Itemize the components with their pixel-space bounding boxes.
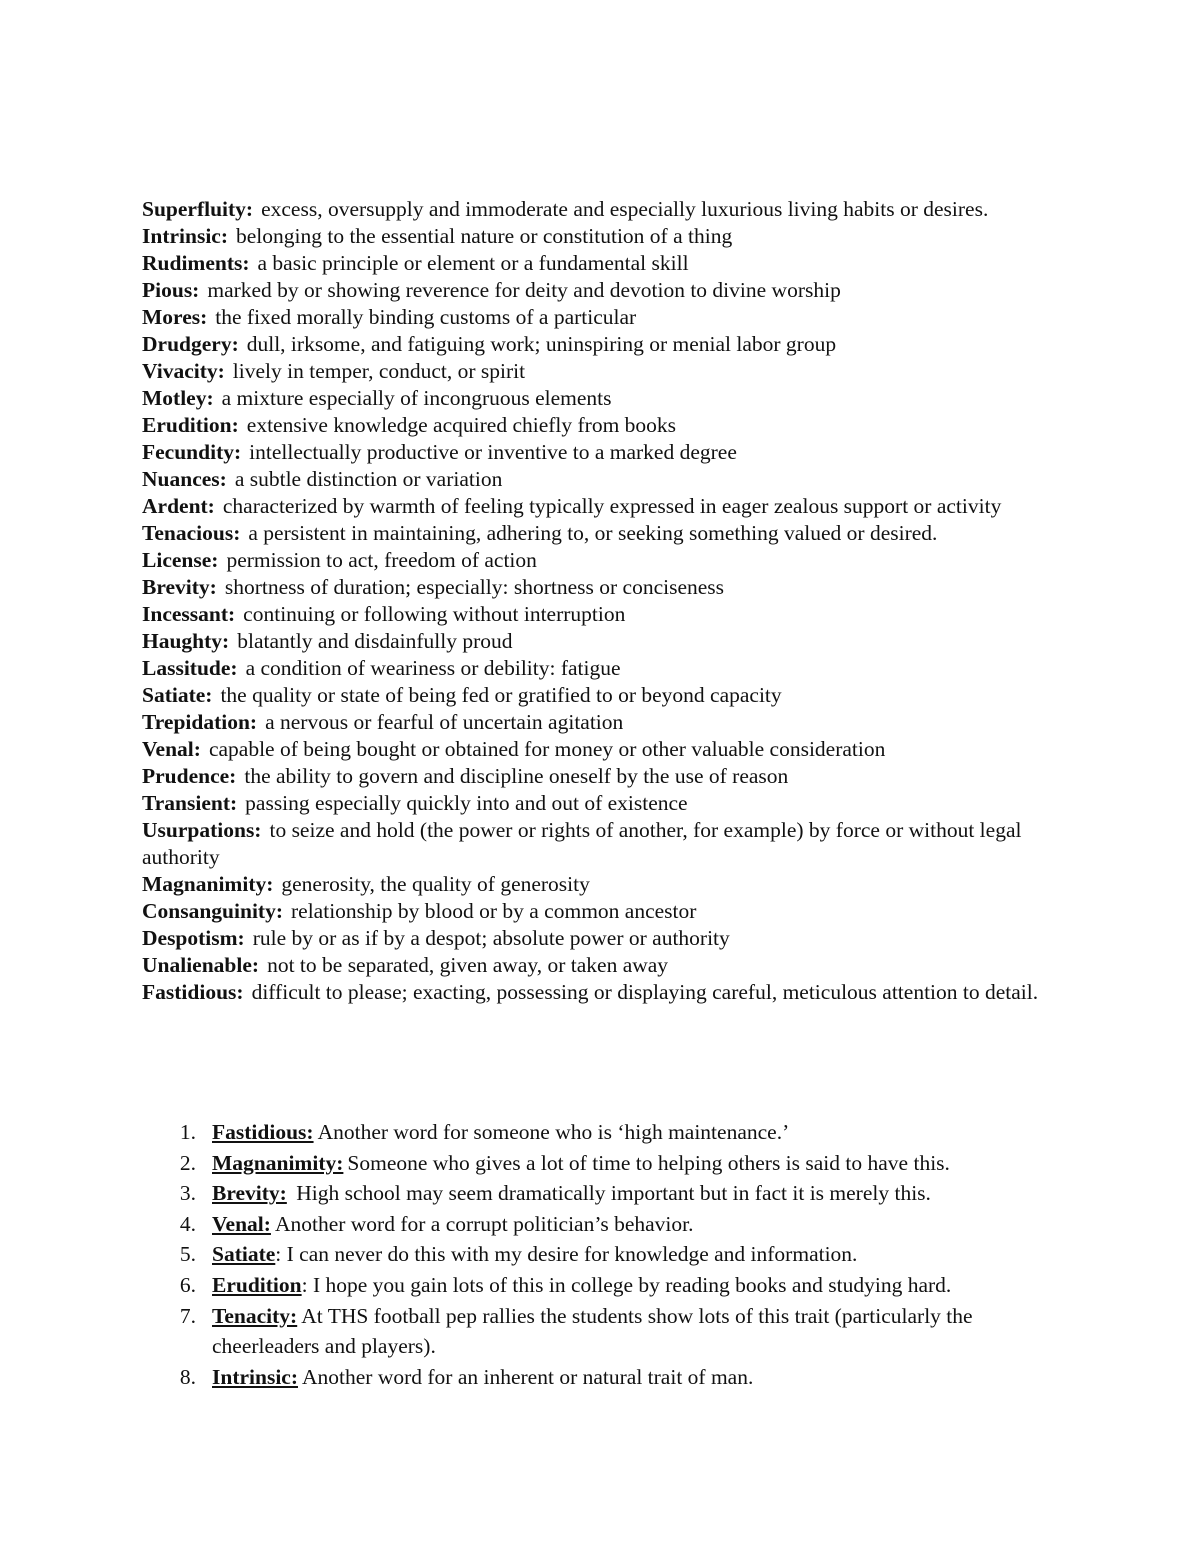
item-number: 5. — [179, 1242, 196, 1267]
definition-text: difficult to please; exacting, possessing or displaying careful, meticulous attention to detail. — [251, 980, 1039, 1004]
definition-term: Intrinsic: — [142, 224, 228, 248]
definition-text: extensive knowledge acquired chiefly from books — [246, 413, 677, 437]
definition-term: Rudiments: — [142, 251, 250, 275]
definition-text: shortness of duration; especially: shortness or conciseness — [224, 575, 725, 599]
definition-entry — [142, 385, 1062, 412]
definition-entry — [142, 655, 1062, 682]
exercise-text: : I hope you gain lots of this in college by reading books and studying hard. — [301, 1272, 952, 1297]
definition-entry — [142, 196, 1062, 223]
exercise-item — [142, 1178, 1062, 1209]
definition-term: Venal: — [142, 737, 201, 761]
definition-term: Drudgery: — [142, 332, 239, 356]
definition-text: a nervous or fearful of uncertain agitation — [265, 710, 624, 734]
definition-entry — [142, 817, 1062, 871]
definition-text: dull, irksome, and fatiguing work; uninspiring or menial labor group — [246, 332, 837, 356]
definition-text: a mixture especially of incongruous elements — [221, 386, 612, 410]
exercise-term: Venal: — [212, 1211, 271, 1236]
definition-text: marked by or showing reverence for deity and devotion to divine worship — [207, 278, 841, 302]
definition-term: Vivacity: — [142, 359, 225, 383]
definition-text: continuing or following without interruption — [243, 602, 626, 626]
exercise-term: Intrinsic: — [212, 1364, 298, 1389]
exercise-term: Erudition — [212, 1272, 302, 1297]
exercise-item — [142, 1362, 1062, 1393]
definition-term: Incessant: — [142, 602, 236, 626]
definition-text: generosity, the quality of generosity — [281, 872, 590, 896]
item-number: 7. — [179, 1303, 196, 1328]
vocabulary-exercises — [142, 1117, 1062, 1392]
definition-text: a basic principle or element or a fundamental skill — [257, 251, 689, 275]
definition-entry — [142, 304, 1062, 331]
vocabulary-definitions — [142, 196, 1062, 1006]
definition-entry — [142, 331, 1062, 358]
exercise-item — [142, 1239, 1062, 1270]
item-number: 2. — [179, 1150, 196, 1175]
exercise-item — [142, 1148, 1062, 1179]
definition-term: Fecundity: — [142, 440, 242, 464]
exercise-text: Someone who gives a lot of time to helping others is said to have this. — [347, 1150, 950, 1175]
definition-term: Magnanimity: — [142, 872, 274, 896]
definition-entry — [142, 763, 1062, 790]
definition-term: Transient: — [142, 791, 238, 815]
definition-entry — [142, 952, 1062, 979]
exercise-text: Another word for someone who is ‘high maintenance.’ — [317, 1120, 790, 1144]
definition-entry — [142, 925, 1062, 952]
definition-text: intellectually productive or inventive to a marked degree — [249, 440, 737, 464]
item-number: 4. — [179, 1211, 196, 1236]
definition-text: the quality or state of being fed or gratified to or beyond capacity — [220, 683, 782, 707]
exercise-text: At THS football pep rallies the students show lots of this trait (particularly the cheerleaders and players). — [212, 1303, 973, 1359]
definition-term: Despotism: — [142, 926, 245, 950]
definition-term: Superfluity: — [142, 197, 254, 221]
definition-text: a persistent in maintaining, adhering to, or seeking something valued or desired. — [248, 521, 938, 545]
definition-entry — [142, 547, 1062, 574]
exercise-text: Another word for a corrupt politician’s behavior. — [274, 1211, 694, 1236]
definition-term: Consanguinity: — [142, 899, 283, 923]
definition-term: Prudence: — [142, 764, 237, 788]
exercise-item — [142, 1209, 1062, 1240]
item-number: 6. — [179, 1272, 196, 1297]
exercise-text: : I can never do this with my desire for knowledge and information. — [275, 1242, 858, 1267]
definition-term: Mores: — [142, 305, 208, 329]
definition-entry — [142, 682, 1062, 709]
definition-text: passing especially quickly into and out of existence — [245, 791, 688, 815]
definition-entry — [142, 871, 1062, 898]
exercise-term: Brevity: — [212, 1181, 287, 1206]
exercise-item — [142, 1301, 1062, 1362]
definition-text: the ability to govern and discipline oneself by the use of reason — [244, 764, 789, 788]
definition-text: capable of being bought or obtained for money or other valuable consideration — [208, 737, 886, 761]
definition-term: Unalienable: — [142, 953, 260, 977]
item-number: 1. — [179, 1120, 196, 1144]
definition-term: Brevity: — [142, 575, 217, 599]
definition-term: Lassitude: — [142, 656, 238, 680]
definition-term: Erudition: — [142, 413, 239, 437]
item-number: 8. — [179, 1364, 196, 1389]
definition-entry — [142, 277, 1062, 304]
definition-term: Pious: — [142, 278, 200, 302]
exercise-text: High school may seem dramatically important but in fact it is merely this. — [290, 1181, 931, 1206]
definition-entry — [142, 601, 1062, 628]
definition-term: Tenacious: — [142, 521, 241, 545]
definition-term: Satiate: — [142, 683, 213, 707]
definition-term: Haughty: — [142, 629, 230, 653]
definition-text: rule by or as if by a despot; absolute power or authority — [252, 926, 730, 950]
definition-term: Ardent: — [142, 494, 215, 518]
definition-term: Nuances: — [142, 467, 227, 491]
definition-term: Trepidation: — [142, 710, 258, 734]
definition-entry — [142, 493, 1062, 520]
definition-entry — [142, 412, 1062, 439]
definition-text: not to be separated, given away, or taken away — [267, 953, 669, 977]
definition-term: Usurpations: — [142, 818, 262, 842]
exercise-term: Satiate — [212, 1242, 276, 1267]
exercise-item — [142, 1117, 1062, 1148]
definition-entry — [142, 709, 1062, 736]
exercise-text: Another word for an inherent or natural trait of man. — [302, 1364, 754, 1389]
definition-entry — [142, 790, 1062, 817]
definition-entry — [142, 898, 1062, 925]
definition-entry — [142, 223, 1062, 250]
definition-term: Fastidious: — [142, 980, 244, 1004]
exercise-term: Fastidious: — [212, 1120, 314, 1144]
definition-term: License: — [142, 548, 219, 572]
definition-text: the fixed morally binding customs of a particular — [215, 305, 637, 329]
definition-text: belonging to the essential nature or constitution of a thing — [236, 224, 733, 248]
definition-text: relationship by blood or by a common ancestor — [291, 899, 697, 923]
definition-entry — [142, 574, 1062, 601]
exercise-term: Tenacity: — [212, 1303, 298, 1328]
definition-entry — [142, 439, 1062, 466]
definition-text: a condition of weariness or debility: fatigue — [245, 656, 621, 680]
definition-term: Motley: — [142, 386, 214, 410]
definition-entry — [142, 520, 1062, 547]
definition-entry — [142, 250, 1062, 277]
item-number: 3. — [179, 1181, 196, 1206]
definition-text: lively in temper, conduct, or spirit — [232, 359, 526, 383]
definition-entry — [142, 628, 1062, 655]
definition-entry — [142, 979, 1062, 1006]
definition-text: characterized by warmth of feeling typically expressed in eager zealous support or activity — [222, 494, 1002, 518]
definition-text: to seize and hold (the power or rights of another, for example) by force or without legal authority — [142, 818, 1022, 869]
definition-text: permission to act, freedom of action — [226, 548, 537, 572]
definition-text: blatantly and disdainfully proud — [237, 629, 513, 653]
definition-text: a subtle distinction or variation — [234, 467, 503, 491]
definition-entry — [142, 466, 1062, 493]
definition-entry — [142, 358, 1062, 385]
exercise-item — [142, 1270, 1062, 1301]
exercise-term: Magnanimity: — [212, 1150, 344, 1175]
definition-text: excess, oversupply and immoderate and especially luxurious living habits or desires. — [261, 197, 989, 221]
definition-entry — [142, 736, 1062, 763]
